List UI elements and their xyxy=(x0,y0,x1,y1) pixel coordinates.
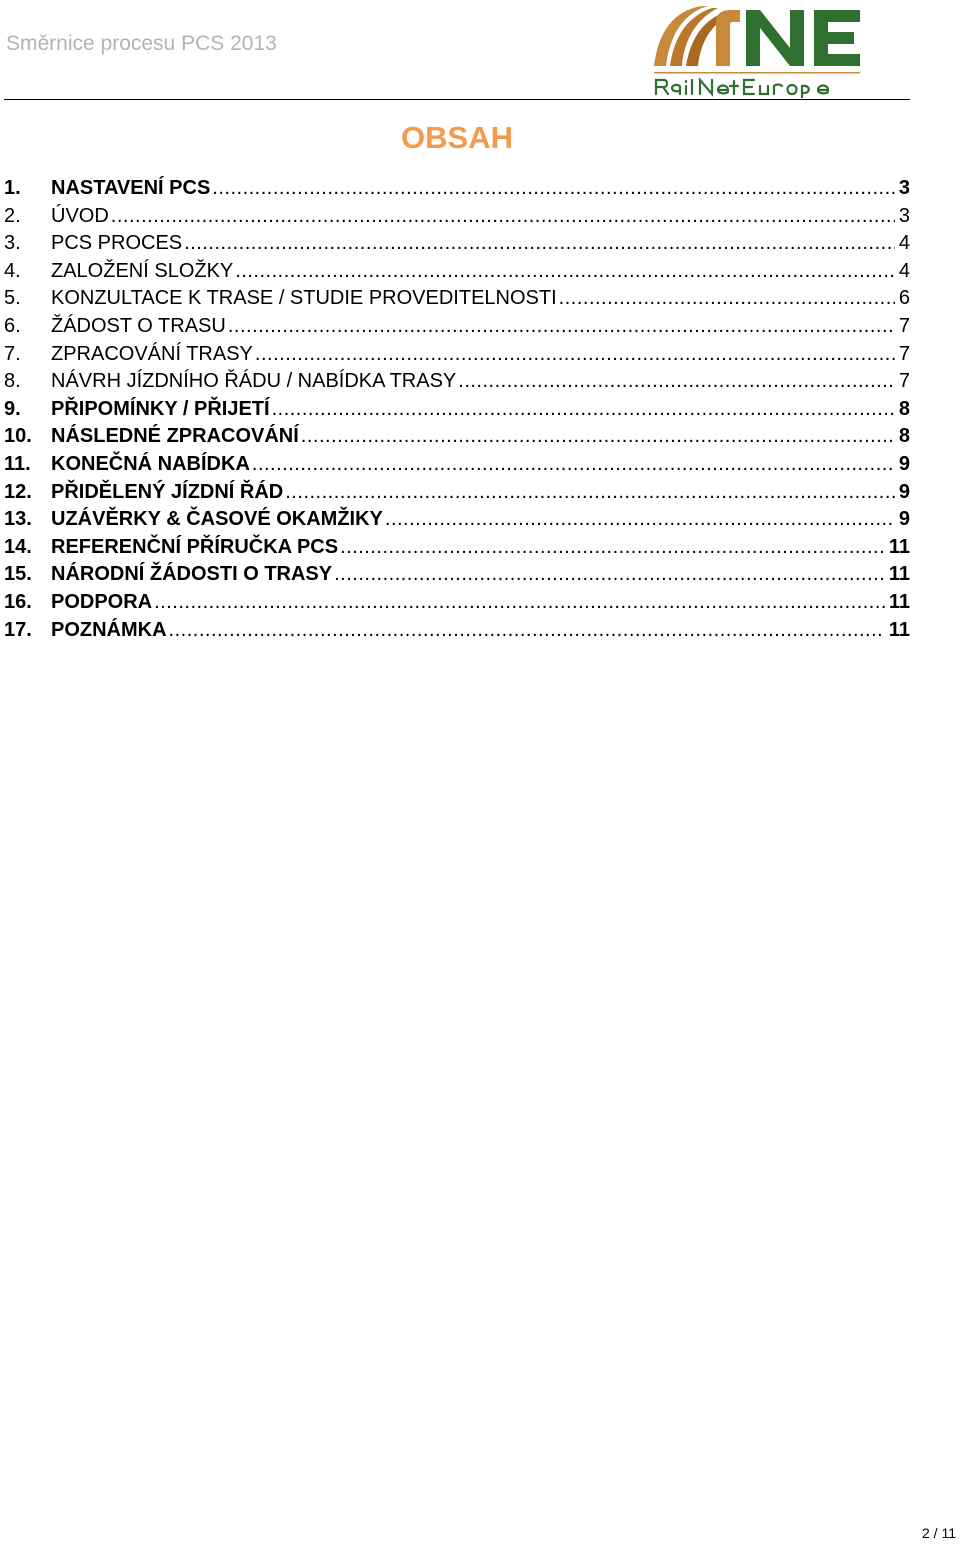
toc-entry-number: 2. xyxy=(4,204,21,227)
toc-entry-title: ŽÁDOST O TRASU xyxy=(51,314,226,337)
toc-entry-number: 1. xyxy=(4,177,21,199)
toc-dot-leader xyxy=(252,451,895,479)
table-of-contents xyxy=(4,175,910,644)
toc-entry-title: NASTAVENÍ PCS xyxy=(51,177,211,199)
logo-subtitle-mark xyxy=(656,80,828,98)
toc-entry-title: NÁSLEDNÉ ZPRACOVÁNÍ xyxy=(51,425,299,448)
toc-dot-leader xyxy=(235,258,895,286)
toc-entry-title: REFERENČNÍ PŘÍRUČKA PCS xyxy=(51,535,339,558)
toc-entry-page: 9 xyxy=(898,452,910,475)
toc-entry[interactable] xyxy=(4,203,910,231)
toc-entry-number: 5. xyxy=(4,287,21,310)
toc-entry-page: 11 xyxy=(888,618,910,641)
toc-entry-number: 8. xyxy=(4,370,21,393)
toc-entry-page: 3 xyxy=(898,204,910,227)
toc-entry[interactable] xyxy=(4,175,910,203)
toc-entry-title: UZÁVĚRKY & ČASOVÉ OKAMŽIKY xyxy=(51,508,383,531)
toc-entry-page: 8 xyxy=(898,425,910,448)
toc-entry-page: 7 xyxy=(898,342,910,365)
toc-entry-number: 11. xyxy=(4,452,31,475)
toc-entry-number: 16. xyxy=(4,590,32,613)
toc-entry-page: 7 xyxy=(898,370,910,393)
toc-entry[interactable] xyxy=(4,368,910,396)
toc-entry-number: 15. xyxy=(4,563,32,586)
toc-dot-leader xyxy=(154,589,885,617)
toc-entry-page: 7 xyxy=(898,314,910,337)
toc-dot-leader xyxy=(228,313,895,341)
logo-emblem xyxy=(654,6,722,66)
toc-entry-number: 14. xyxy=(4,535,32,558)
toc-entry[interactable] xyxy=(4,258,910,286)
toc-dot-leader xyxy=(340,534,885,562)
toc-entry[interactable] xyxy=(4,313,910,341)
toc-entry-page: 11 xyxy=(888,563,910,586)
toc-entry-number: 3. xyxy=(4,232,21,255)
railneteurope-logo xyxy=(650,2,910,98)
toc-entry[interactable] xyxy=(4,451,910,479)
toc-entry[interactable] xyxy=(4,589,910,617)
toc-entry-title: PŘIDĚLENÝ JÍZDNÍ ŘÁD xyxy=(51,480,284,503)
toc-entry-title: ÚVOD xyxy=(51,204,109,227)
toc-entry-title: PCS PROCES xyxy=(51,232,183,255)
toc-entry-number: 9. xyxy=(4,397,21,420)
toc-dot-leader xyxy=(458,368,895,396)
toc-entry-page: 8 xyxy=(898,397,910,420)
toc-dot-leader xyxy=(212,175,895,203)
toc-heading: OBSAH xyxy=(401,120,513,155)
toc-dot-leader xyxy=(169,617,885,645)
toc-dot-leader xyxy=(559,285,895,313)
toc-entry-page: 6 xyxy=(898,287,910,310)
document-header-title: Směrnice procesu PCS 2013 xyxy=(6,32,277,55)
logo-rule xyxy=(654,72,860,74)
toc-entry-title: KONZULTACE K TRASE / STUDIE PROVEDITELNOSTI xyxy=(51,287,557,310)
page-counter: 2 / 11 xyxy=(922,1525,956,1541)
toc-entry-number: 7. xyxy=(4,342,21,365)
toc-entry-title: POZNÁMKA xyxy=(51,618,167,641)
toc-dot-leader xyxy=(272,396,895,424)
toc-entry-number: 17. xyxy=(4,618,32,641)
toc-dot-leader xyxy=(285,479,895,507)
toc-dot-leader xyxy=(184,230,895,258)
toc-entry[interactable] xyxy=(4,561,910,589)
toc-entry-page: 9 xyxy=(898,480,910,503)
toc-dot-leader xyxy=(385,506,895,534)
logo-letter-r xyxy=(716,10,740,66)
header-divider xyxy=(4,99,910,100)
toc-entry-number: 6. xyxy=(4,314,21,337)
toc-entry[interactable] xyxy=(4,396,910,424)
toc-entry-page: 3 xyxy=(898,177,910,199)
toc-dot-leader xyxy=(301,423,895,451)
toc-entry[interactable] xyxy=(4,423,910,451)
toc-entry-title: KONEČNÁ NABÍDKA xyxy=(51,452,250,475)
toc-entry-number: 12. xyxy=(4,480,32,503)
toc-entry-number: 13. xyxy=(4,508,32,531)
toc-entry-title: PŘIPOMÍNKY / PŘIJETÍ xyxy=(51,397,270,420)
toc-entry-number: 4. xyxy=(4,259,21,282)
toc-entry-title: PODPORA xyxy=(51,590,153,613)
toc-entry-page: 11 xyxy=(888,535,910,558)
toc-entry-title: NÁRODNÍ ŽÁDOSTI O TRASY xyxy=(51,563,333,586)
toc-entry-title: ZALOŽENÍ SLOŽKY xyxy=(51,259,234,282)
toc-entry[interactable] xyxy=(4,285,910,313)
toc-dot-leader xyxy=(255,341,895,369)
toc-entry-page: 4 xyxy=(898,259,910,282)
toc-entry-page: 4 xyxy=(898,232,910,255)
toc-entry-page: 9 xyxy=(898,508,910,531)
toc-entry[interactable] xyxy=(4,617,910,645)
toc-dot-leader xyxy=(111,203,895,231)
toc-entry-title: ZPRACOVÁNÍ TRASY xyxy=(51,342,253,365)
toc-entry[interactable] xyxy=(4,341,910,369)
logo-letter-e xyxy=(814,10,860,66)
toc-entry-title: NÁVRH JÍZDNÍHO ŘÁDU / NABÍDKA TRASY xyxy=(51,370,457,393)
toc-entry-page: 11 xyxy=(888,590,910,613)
toc-entry[interactable] xyxy=(4,230,910,258)
toc-entry[interactable] xyxy=(4,534,910,562)
toc-dot-leader xyxy=(334,561,885,589)
toc-entry[interactable] xyxy=(4,506,910,534)
toc-entry-number: 10. xyxy=(4,425,32,448)
logo-letter-n xyxy=(746,10,804,66)
toc-entry[interactable] xyxy=(4,479,910,507)
